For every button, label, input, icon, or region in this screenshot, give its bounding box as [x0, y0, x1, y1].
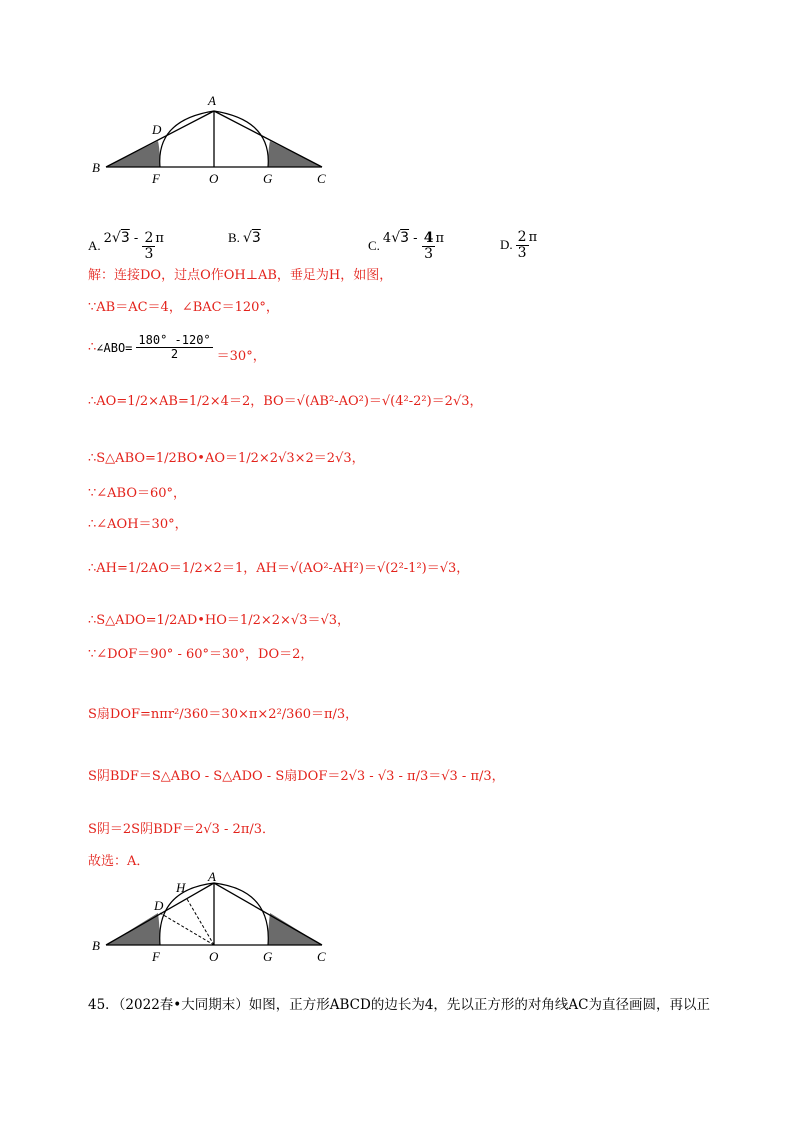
solution-line-10: S扇DOF=nπr²/360＝30×π×2²/360＝π/3，: [88, 707, 359, 722]
option-c-label: C.: [368, 237, 380, 253]
option-a-label: A.: [88, 237, 101, 253]
question-45: 45．（2022春•大同期末）如图，正方形ABCD的边长为4，先以正方形的对角线AC为直径画圆，再以正: [88, 997, 710, 1013]
label-B: B: [92, 938, 100, 953]
option-b-label: B.: [228, 230, 240, 245]
solution-line-3: ∴AO=1/2×AB=1/2×4＝2，BO＝√(AB²-AO²)＝√(4²-2²)＝2√3，: [88, 394, 483, 409]
solution-intro: 解：连接DO，过点O作OH⊥AB，垂足为H，如图，: [88, 268, 393, 283]
label-G: G: [263, 949, 273, 964]
bottom-figure: [88, 870, 338, 965]
label-H: H: [176, 880, 186, 895]
solution-line-2: ∴ ∠ABO= $\frac{180^\circ -120^\circ}{2}$ ＝30°，: [88, 333, 266, 364]
label-F: F: [152, 949, 160, 964]
solution-line-6: ∴∠AOH＝30°，: [88, 517, 188, 532]
line2-denominator: 2: [170, 347, 179, 361]
top-figure: [88, 92, 338, 187]
label-A: A: [208, 870, 216, 884]
label-O: O: [209, 171, 219, 186]
option-b-expr: √3: [242, 230, 261, 246]
label-G: G: [263, 171, 273, 186]
label-C: C: [317, 949, 326, 964]
solution-line-8: ∴S△ADO=1/2AD•HO＝1/2×2×√3＝√3，: [88, 613, 351, 628]
option-d-expr: $\frac{2}{3}$ π: [517, 229, 538, 261]
solution-answer: 故选：A．: [88, 854, 150, 869]
option-c-expr: 4√3 - $\frac{4}{3}$ π: [382, 230, 445, 262]
solution-line-12: S阴＝2S阴BDF＝2√3 - 2π/3．: [88, 822, 276, 837]
label-D: D: [152, 122, 162, 137]
label-D: D: [154, 898, 164, 913]
label-C: C: [317, 171, 326, 186]
label-O: O: [209, 949, 219, 964]
option-a-expr: 2√3 - $\frac{2}{3}$ π: [103, 230, 164, 262]
option-d[interactable]: [500, 230, 537, 260]
label-B: B: [92, 160, 100, 175]
solution-line-7: ∴AH=1/2AO＝1/2×2＝1，AH＝√(AO²-AH²)＝√(2²-1²)＝√3，: [88, 561, 470, 576]
option-a[interactable]: [88, 230, 164, 261]
label-F: F: [152, 171, 160, 186]
solution-line-1: ∵AB＝AC＝4，∠BAC＝120°，: [88, 300, 279, 315]
solution-line-5: ∵∠ABO＝60°，: [88, 486, 187, 501]
option-b[interactable]: [228, 230, 261, 246]
option-c[interactable]: [368, 230, 444, 261]
solution-line-9: ∵∠DOF＝90° - 60°＝30°，DO＝2，: [88, 647, 314, 662]
solution-line-4: ∴S△ABO=1/2BO•AO＝1/2×2√3×2＝2√3，: [88, 451, 365, 466]
label-A: A: [208, 93, 216, 108]
option-d-label: D.: [500, 237, 513, 253]
solution-line-11: S阴BDF＝S△ABO - S△ADO - S扇DOF＝2√3 - √3 - π/3＝√3 - π/3，: [88, 769, 505, 784]
line2-numerator: 180° -120°: [138, 333, 211, 348]
